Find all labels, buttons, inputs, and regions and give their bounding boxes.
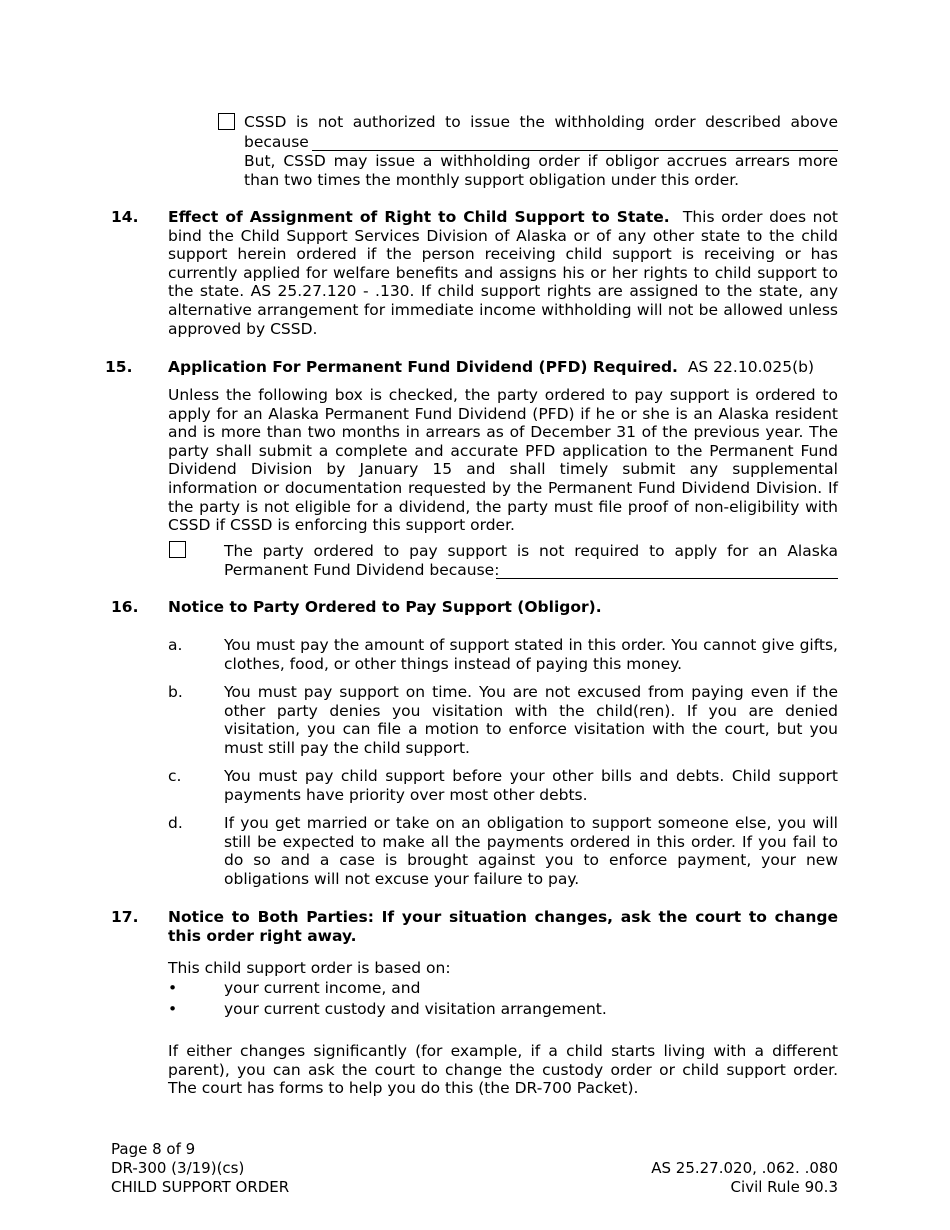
section-17-intro: This child support order is based on: bbox=[168, 959, 451, 977]
cssd-box-line1: CSSD is not authorized to issue the withholding order described above bbox=[244, 113, 838, 131]
s16-item-b-text: You must pay support on time. You are not excused from paying even if the other party denies you visitation with the child(ren). If you are denied visitation, you can file a motion to enforce visitation with the court, but you must still pay the child support. bbox=[224, 683, 838, 757]
section-15-cite: AS 22.10.025(b) bbox=[687, 358, 814, 376]
s16-item-c-text: You must pay child support before your other bills and debts. Child support payments have priority over most other debts. bbox=[224, 767, 838, 804]
footer-form-name: CHILD SUPPORT ORDER bbox=[111, 1178, 290, 1196]
section-16-title: Notice to Party Ordered to Pay Support (Obligor). bbox=[168, 598, 602, 616]
section-17-title: Notice to Both Parties: If your situation changes, ask the court to change this order right away. bbox=[168, 908, 838, 945]
s16-item-a-letter: a. bbox=[168, 636, 183, 654]
pfd-box-line2: Permanent Fund Dividend because: bbox=[224, 561, 500, 579]
footer-rule: Civil Rule 90.3 bbox=[730, 1178, 838, 1196]
section-15-title: Application For Permanent Fund Dividend (PFD) Required. bbox=[168, 358, 678, 376]
footer-page-number: Page 8 of 9 bbox=[111, 1140, 196, 1158]
s16-item-a-text: You must pay the amount of support stated in this order. You cannot give gifts, clothes, food, or other things instead of paying this money. bbox=[224, 636, 838, 673]
cssd-box-text2: But, CSSD may issue a withholding order if obligor accrues arrears more than two times the monthly support obligation under this order. bbox=[244, 152, 838, 189]
section-15-heading bbox=[168, 358, 838, 377]
s17-bullet-1: your current income, and bbox=[224, 979, 421, 997]
s16-item-c-letter: c. bbox=[168, 767, 182, 785]
section-17-outro: If either changes significantly (for example, if a child starts living with a different parent), you can ask the court to change the custody order or child support order. The court has forms to help you do this (the DR-700 Packet). bbox=[168, 1042, 838, 1098]
bullet-icon: • bbox=[168, 1000, 178, 1018]
section-15-number: 15. bbox=[105, 358, 133, 376]
footer-form-number: DR-300 (3/19)(cs) bbox=[111, 1159, 245, 1177]
pfd-box-line1: The party ordered to pay support is not required to apply for an Alaska bbox=[224, 542, 838, 560]
section-14-number: 14. bbox=[111, 208, 139, 226]
section-14-paragraph bbox=[168, 208, 838, 338]
footer-left bbox=[111, 1140, 289, 1197]
s16-item-d-text: If you get married or take on an obligation to support someone else, you will still be expected to make all the payments ordered in this order. If you fail to do so and a case is brought against you to enforce payment, your new obligations will not excuse your failure to pay. bbox=[224, 814, 838, 888]
s16-item-d-letter: d. bbox=[168, 814, 183, 832]
section-14-body: This order does not bind the Child Support Services Division of Alaska or of any other state to the child support herein ordered if the person receiving child support is receiving or has currently applied for welfare benefits and assigns his or her rights to child support to the state. AS 25.27.120 - .130. If child support rights are assigned to the state, any alternative arrangement for immediate income withholding will not be allowed unless approved by CSSD. bbox=[168, 208, 839, 338]
pfd-not-required-checkbox[interactable] bbox=[169, 541, 186, 558]
bullet-icon: • bbox=[168, 979, 178, 997]
s16-item-b-letter: b. bbox=[168, 683, 183, 701]
section-17-number: 17. bbox=[111, 908, 139, 926]
footer-right bbox=[651, 1159, 838, 1197]
footer-statute: AS 25.27.020, .062. .080 bbox=[651, 1159, 838, 1177]
section-16-number: 16. bbox=[111, 598, 139, 616]
s17-bullet-2: your current custody and visitation arrangement. bbox=[224, 1000, 607, 1018]
cssd-not-authorized-checkbox[interactable] bbox=[218, 113, 235, 130]
cssd-because-blank[interactable] bbox=[312, 150, 838, 151]
cssd-because-label: because bbox=[244, 133, 309, 151]
section-15-body: Unless the following box is checked, the party ordered to pay support is ordered to apply for an Alaska Permanent Fund Dividend (PFD) if he or she is an Alaska resident and is more than two months in arrears as of December 31 of the previous year. The party shall submit a complete and accurate PFD application to the Permanent Fund Dividend Division by January 15 and shall timely submit any supplemental information or documentation requested by the Permanent Fund Dividend Division. If the party is not eligible for a dividend, the party must file proof of non-eligibility with CSSD if CSSD is enforcing this support order. bbox=[168, 386, 838, 535]
pfd-because-blank[interactable] bbox=[496, 578, 838, 579]
section-14-title: Effect of Assignment of Right to Child Support to State. bbox=[168, 208, 670, 226]
